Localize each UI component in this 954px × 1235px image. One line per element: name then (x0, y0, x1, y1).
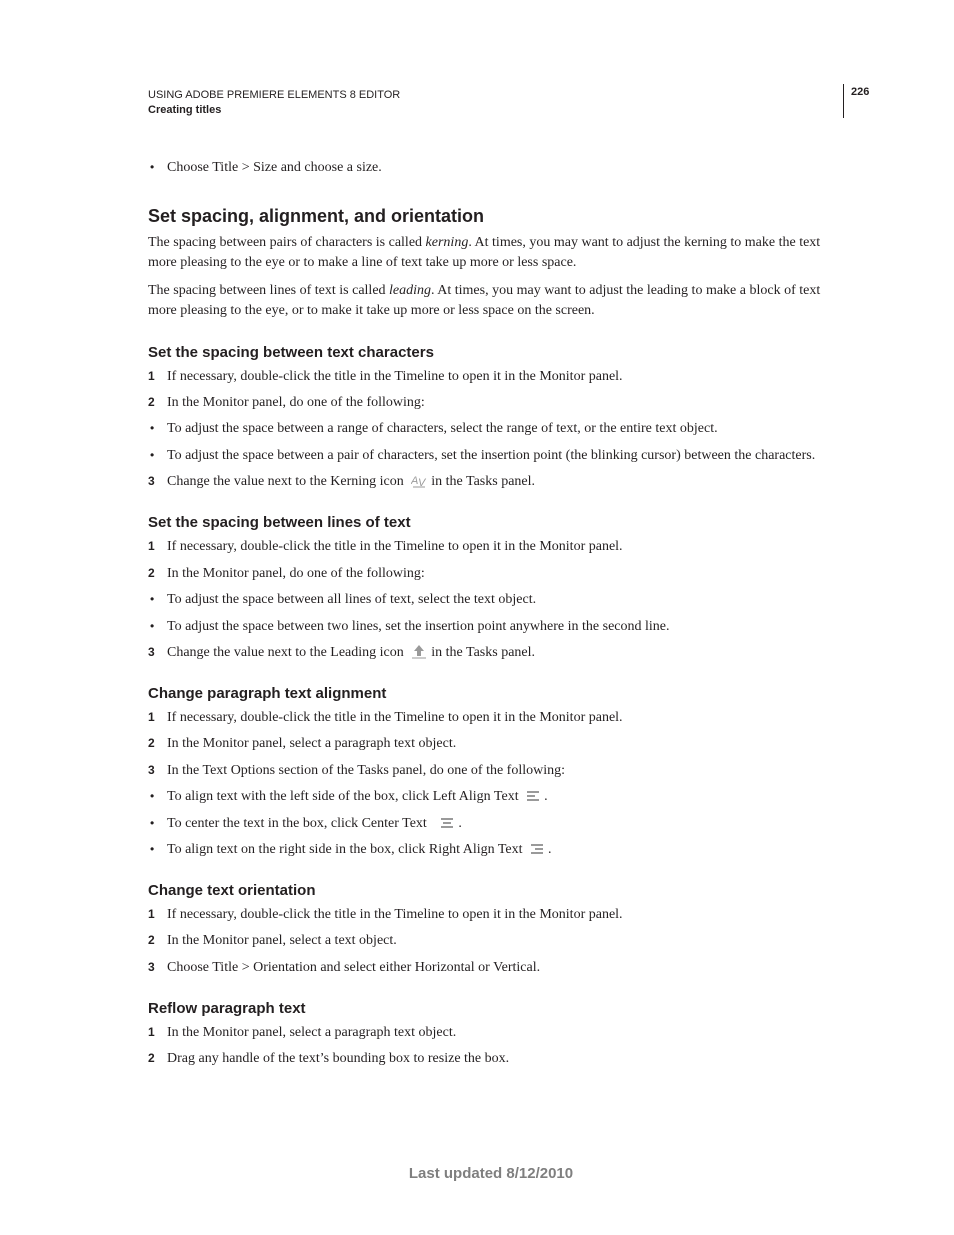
list-item-text: In the Text Options section of the Tasks panel, do one of the following: (167, 763, 566, 778)
list-item (148, 616, 848, 637)
period: . (544, 789, 548, 804)
list-item (148, 786, 848, 810)
list-item-text: Choose Title > Size and choose a size. (167, 160, 382, 175)
bullet-mark: • (150, 421, 155, 435)
period: . (458, 816, 462, 831)
list-item-text: In the Monitor panel, select a paragraph text object. (167, 1025, 457, 1040)
last-updated-footer: Last updated 8/12/2010 (408, 1165, 574, 1182)
list-item (148, 536, 848, 557)
step-number: 1 (148, 1025, 155, 1039)
bullet-mark: • (150, 842, 155, 856)
bullet-mark: • (150, 619, 155, 633)
period: . (548, 842, 552, 857)
list-item-text: To adjust the space between all lines of text, select the text object. (167, 592, 537, 607)
list-item (148, 839, 848, 863)
bullet-mark: • (150, 816, 155, 830)
step-number: 1 (148, 710, 155, 724)
svg-text:A: A (411, 475, 419, 487)
list-item-text: Drag any handle of the text’s bounding box to resize the box. (167, 1051, 510, 1066)
step-number: 2 (148, 566, 155, 580)
step-number: 3 (148, 645, 155, 659)
bullet-mark: • (150, 789, 155, 803)
list-item (148, 471, 848, 495)
list-item (148, 707, 848, 728)
list-item (148, 1048, 848, 1069)
list-item-text: To center the text in the box, click Center Text (167, 816, 427, 831)
list-item-text: If necessary, double-click the title in the Timeline to open it in the Monitor panel. (167, 369, 623, 384)
list-item (148, 157, 848, 178)
list-item-text: If necessary, double-click the title in the Timeline to open it in the Monitor panel. (167, 539, 623, 554)
step-number: 1 (148, 907, 155, 921)
svg-text:V: V (418, 477, 426, 488)
term-kerning: kerning (425, 235, 469, 250)
paragraph-text: . At times, you may want to adjust the kerning to make the text more pleasing to the eye or to make a line of text take up more or less space. (148, 235, 821, 270)
term-leading: leading (389, 283, 432, 298)
section-title: Set spacing, alignment, and orientation (148, 206, 485, 226)
list-item-text: Change the value next to the Leading icon (167, 645, 404, 660)
step-number: 1 (148, 539, 155, 553)
list-item-text: In the Monitor panel, select a paragraph text object. (167, 736, 457, 751)
list-item-text: To adjust the space between a range of characters, select the range of text, or the entire text object. (167, 421, 718, 436)
step-number: 3 (148, 474, 155, 488)
list-item-text: in the Tasks panel. (431, 474, 536, 489)
step-number: 2 (148, 736, 155, 750)
bullet-mark: • (150, 160, 155, 174)
paragraph-kerning (148, 233, 840, 273)
list-item (148, 418, 848, 439)
list-item (148, 589, 848, 610)
step-number: 1 (148, 369, 155, 383)
header-divider (843, 84, 844, 118)
right-align-text-icon (530, 842, 544, 863)
paragraph-text: The spacing between pairs of characters is called (148, 235, 426, 250)
list-item (148, 813, 848, 837)
paragraph-text: The spacing between lines of text is called (148, 283, 390, 298)
list-item (148, 366, 848, 387)
step-number: 2 (148, 1051, 155, 1065)
list-item (148, 957, 848, 978)
list-item (148, 1022, 848, 1043)
subheading-lines: Set the spacing between lines of text (148, 514, 411, 531)
list-item-text: To adjust the space between two lines, set the insertion point anywhere in the second line. (167, 619, 670, 634)
paragraph-text: . At times, you may want to adjust the leading to make a block of text more pleasing to the eye, or to make it take up more or less space on the screen. (148, 283, 821, 318)
center-text-icon (440, 816, 454, 837)
step-number: 3 (148, 763, 155, 777)
subheading-reflow: Reflow paragraph text (148, 1000, 306, 1017)
bullet-mark: • (150, 592, 155, 606)
list-item-text: If necessary, double-click the title in the Timeline to open it in the Monitor panel. (167, 710, 623, 725)
page-number: 226 (851, 86, 870, 98)
list-item (148, 760, 848, 781)
list-item-text: In the Monitor panel, do one of the following: (167, 395, 425, 410)
running-header-chapter: Creating titles (148, 104, 222, 116)
step-number: 2 (148, 395, 155, 409)
step-number: 2 (148, 933, 155, 947)
list-item-text: To align text with the left side of the box, click Left Align Text (167, 789, 519, 804)
running-header-title: USING ADOBE PREMIERE ELEMENTS 8 EDITOR (148, 89, 401, 101)
list-item-text: In the Monitor panel, select a text object. (167, 933, 397, 948)
list-item (148, 563, 848, 584)
paragraph-leading (148, 281, 840, 321)
list-item-text: Choose Title > Orientation and select either Horizontal or Vertical. (167, 960, 541, 975)
list-item-text: To adjust the space between a pair of characters, set the insertion point (the blinking cursor) between the characters. (167, 448, 816, 463)
left-align-text-icon (526, 789, 540, 810)
step-number: 3 (148, 960, 155, 974)
subheading-orientation: Change text orientation (148, 882, 316, 899)
kerning-icon (411, 472, 427, 495)
list-item-text: If necessary, double-click the title in the Timeline to open it in the Monitor panel. (167, 907, 623, 922)
list-item-text: In the Monitor panel, do one of the following: (167, 566, 425, 581)
bullet-mark: • (150, 448, 155, 462)
list-item (148, 642, 848, 666)
list-item (148, 733, 848, 754)
list-item (148, 445, 848, 466)
leading-icon (411, 643, 427, 666)
list-item (148, 930, 848, 951)
list-item-text: Change the value next to the Kerning icon (167, 474, 404, 489)
list-item (148, 904, 848, 925)
subheading-characters: Set the spacing between text characters (148, 344, 434, 361)
subheading-alignment: Change paragraph text alignment (148, 685, 387, 702)
list-item-text: To align text on the right side in the box, click Right Align Text (167, 842, 523, 857)
list-item (148, 392, 848, 413)
list-item-text: in the Tasks panel. (431, 645, 536, 660)
